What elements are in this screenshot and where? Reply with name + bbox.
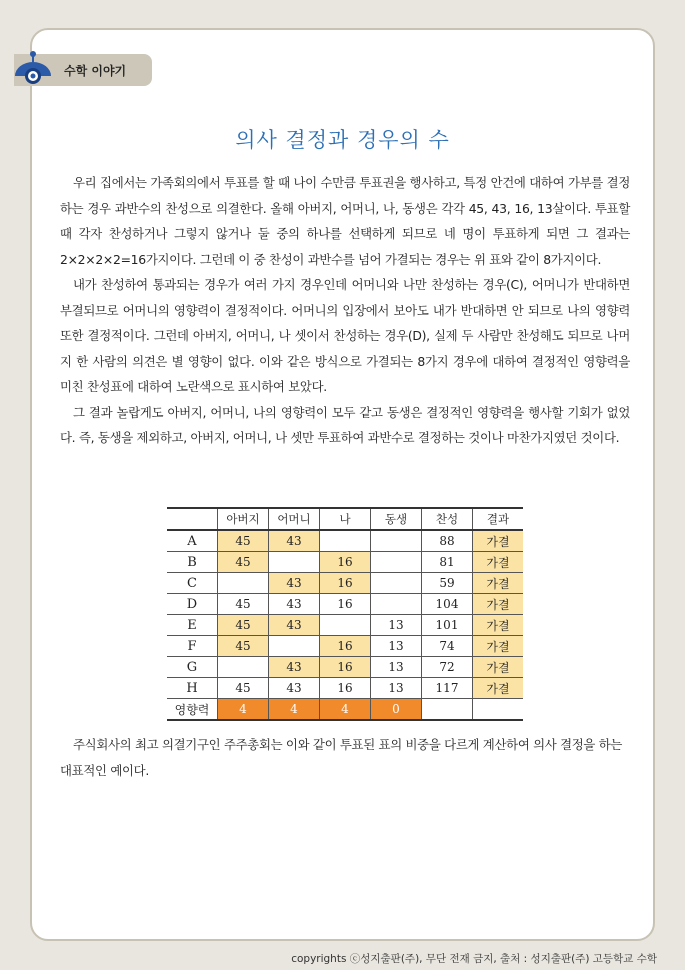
table-cell: 가결 (473, 552, 524, 573)
table-row (167, 636, 523, 657)
paragraph-2: 내가 찬성하여 통과되는 경우가 여러 가지 경우인데 어머니와 나만 찬성하는 경우(C), 어머니가 반대하면 부결되므로 어머니의 영향력이 결정적이다. 어머니의 입장에서 보아도 내가 반대하면 안 되므로 나의 영향력 또한 결정적이다. 그런데 아버지, 어머니, 나 셋이서 찬성하는 경우(D), 실제 두 사람만 찬성해도 되므로 나머지 한 사람의 의견은 별 영향이 없다. 이와 같은 방식으로 가결되는 8가지 경우에 대하여 결정적인 영향력을 미친 찬성표에 대하여 노란색으로 표시하여 보았다. (60, 277, 630, 394)
header-cell: 결과 (473, 508, 524, 530)
table-cell: 16 (320, 552, 371, 573)
table-cell (218, 573, 269, 594)
table-cell (269, 636, 320, 657)
table-cell: 45 (218, 636, 269, 657)
paragraph-1: 우리 집에서는 가족회의에서 투표를 할 때 나이 수만큼 투표권을 행사하고, 특정 안건에 대하여 가부를 결정하는 경우 과반수의 찬성으로 의결한다. 올해 아버지, 어머니, 나, 동생은 각각 45, 43, 16, 13살이다. 투표할 때 각자 찬성하거나 그렇지 않거나 둘 중의 하나를 선택하게 되므로 네 명이 투표하게 되면 그 결과는 2×2×2×2=16가지이다. 그런데 이 중 찬성이 과반수를 넘어 가결되는 경우는 위 표와 같이 8가지이다. (60, 175, 630, 267)
table-row (167, 678, 523, 699)
table-cell: 16 (320, 678, 371, 699)
table-cell: 가결 (473, 636, 524, 657)
header-cell: 찬성 (422, 508, 473, 530)
table-cell: 45 (218, 678, 269, 699)
table-row (167, 530, 523, 552)
table-cell: 4 (218, 699, 269, 721)
table-cell: 4 (320, 699, 371, 721)
table-row (167, 699, 523, 721)
table-cell (371, 530, 422, 552)
table-cell: 16 (320, 636, 371, 657)
table-row (167, 552, 523, 573)
table-cell: 72 (422, 657, 473, 678)
vote-table (167, 507, 523, 721)
table-cell: 88 (422, 530, 473, 552)
table-cell: 가결 (473, 657, 524, 678)
table-row (167, 657, 523, 678)
table-cell (320, 615, 371, 636)
header-cell: 아버지 (218, 508, 269, 530)
table-cell: 104 (422, 594, 473, 615)
table-cell (371, 552, 422, 573)
table-cell: 16 (320, 573, 371, 594)
table-cell: 43 (269, 573, 320, 594)
table-cell: 가결 (473, 615, 524, 636)
table-cell: 16 (320, 594, 371, 615)
table-cell: 13 (371, 657, 422, 678)
table-cell: 가결 (473, 530, 524, 552)
row-label: E (167, 615, 218, 636)
table-cell: 45 (218, 615, 269, 636)
header-cell: 어머니 (269, 508, 320, 530)
page-title: 의사 결정과 경우의 수 (235, 128, 450, 152)
section-tag-label: 수학 이야기 (64, 64, 127, 78)
table-header-row (167, 508, 523, 530)
table-cell: 가결 (473, 573, 524, 594)
table-cell (218, 657, 269, 678)
row-label: G (167, 657, 218, 678)
copyright-footer: copyrights ⓒ성지출판(주), 무단 전재 금지, 출처 : 성지출판(주) 고등학교 수학 (291, 953, 657, 965)
table-cell: 16 (320, 657, 371, 678)
table-cell: 43 (269, 657, 320, 678)
table-cell (473, 699, 524, 721)
table-cell (371, 594, 422, 615)
row-label: C (167, 573, 218, 594)
row-label: D (167, 594, 218, 615)
compass-icon (12, 48, 52, 88)
article-body (60, 170, 630, 451)
row-label: H (167, 678, 218, 699)
row-label: A (167, 530, 218, 552)
table-cell: 74 (422, 636, 473, 657)
table-cell: 81 (422, 552, 473, 573)
table-cell: 43 (269, 615, 320, 636)
closing-paragraph: 주식회사의 최고 의결기구인 주주총회는 이와 같이 투표된 표의 비중을 다르게 계산하여 의사 결정을 하는 대표적인 예이다. (60, 737, 623, 778)
table-cell: 45 (218, 594, 269, 615)
row-label: F (167, 636, 218, 657)
header-cell: 동생 (371, 508, 422, 530)
table-cell (371, 573, 422, 594)
table-cell: 59 (422, 573, 473, 594)
table-row (167, 594, 523, 615)
table-cell: 4 (269, 699, 320, 721)
table-cell: 13 (371, 636, 422, 657)
table-cell: 가결 (473, 594, 524, 615)
table-cell (320, 530, 371, 552)
header-cell: 나 (320, 508, 371, 530)
table-cell: 가결 (473, 678, 524, 699)
table-cell: 43 (269, 594, 320, 615)
row-label: B (167, 552, 218, 573)
table-cell: 43 (269, 678, 320, 699)
header-cell (167, 508, 218, 530)
table-cell: 13 (371, 615, 422, 636)
page-frame (30, 28, 655, 941)
paragraph-3: 그 결과 놀랍게도 아버지, 어머니, 나의 영향력이 모두 같고 동생은 결정적인 영향력을 행사할 기회가 없었다. 즉, 동생을 제외하고, 아버지, 어머니, 나 셋만 투표하여 과반수로 결정하는 것이나 마찬가지였던 것이다. (60, 404, 630, 445)
table-row (167, 615, 523, 636)
row-label: 영향력 (167, 699, 218, 721)
table-cell: 101 (422, 615, 473, 636)
table-cell: 13 (371, 678, 422, 699)
table-cell: 43 (269, 530, 320, 552)
table-cell: 45 (218, 530, 269, 552)
table-row (167, 573, 523, 594)
table-cell (269, 552, 320, 573)
table-cell: 0 (371, 699, 422, 721)
table-cell: 117 (422, 678, 473, 699)
table-cell: 45 (218, 552, 269, 573)
closing-text (60, 732, 630, 783)
table-cell (422, 699, 473, 721)
